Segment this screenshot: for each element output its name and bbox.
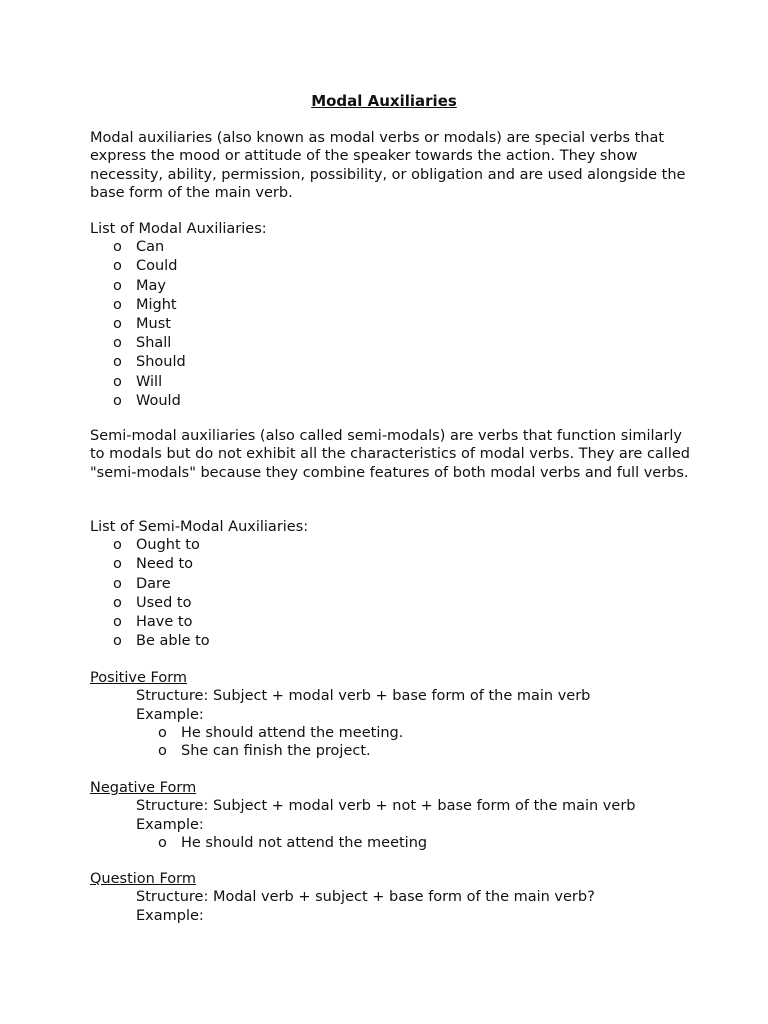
bullet: o [113, 373, 122, 390]
positive-structure: Structure: Subject + modal verb + base form of the main verb [136, 688, 591, 705]
list-item-label: Might [136, 296, 177, 313]
intro-paragraph: Modal auxiliaries (also known as modal verbs or modals) are special verbs that express the mood or attitude of the speaker towards the action. They show necessity, ability, permission, possibility, or obligation and are used alongside the base form of the main verb. [90, 130, 686, 201]
example-text: He should attend the meeting. [181, 724, 404, 741]
modal-list-heading: List of Modal Auxiliaries: [90, 221, 267, 237]
bullet: o [158, 834, 167, 851]
list-item-label: Would [136, 392, 181, 409]
positive-example-label: Example: [136, 706, 204, 723]
bullet: o [113, 392, 122, 409]
list-item [90, 632, 710, 651]
negative-example-list [90, 834, 710, 853]
bullet: o [113, 296, 122, 313]
list-item [90, 353, 710, 372]
list-item [90, 613, 710, 632]
list-item [90, 555, 710, 574]
bullet: o [113, 277, 122, 294]
semi-modal-list-section [90, 518, 710, 651]
semi-modal-paragraph: Semi-modal auxiliaries (also called semi-modals) are verbs that function similarly to modals but do not exhibit all the characteristics of modal verbs. They are called "semi-modals" because they combine features of both modal verbs and full verbs. [90, 428, 690, 481]
list-item-label: Should [136, 354, 186, 371]
list-item-label: Dare [136, 575, 171, 592]
list-item-label: Need to [136, 556, 194, 573]
list-item-label: Ought to [136, 537, 200, 554]
list-item-label: Have to [136, 614, 193, 631]
list-item-label: Could [136, 258, 178, 275]
bullet: o [158, 724, 167, 741]
list-item-label: Used to [136, 594, 192, 611]
bullet: o [113, 594, 122, 611]
page-title: Modal Auxiliaries [311, 92, 457, 110]
list-item [90, 238, 710, 257]
list-item-label: Shall [136, 335, 172, 352]
negative-form-heading: Negative Form [90, 780, 197, 796]
list-item [90, 392, 710, 411]
bullet: o [113, 575, 122, 592]
list-item-label: May [136, 277, 166, 294]
question-structure: Structure: Modal verb + subject + base form of the main verb? [136, 889, 595, 906]
question-form-section [90, 870, 710, 925]
list-item [90, 257, 710, 276]
positive-example-list [90, 724, 710, 761]
bullet: o [113, 614, 122, 631]
list-item [90, 575, 710, 594]
bullet: o [113, 537, 122, 554]
semi-modal-list-heading: List of Semi-Modal Auxiliaries: [90, 519, 309, 535]
negative-example-label: Example: [136, 816, 204, 833]
list-item-label: Can [136, 239, 165, 256]
list-item [90, 536, 710, 555]
question-form-heading: Question Form [90, 871, 196, 887]
list-item [90, 277, 710, 296]
negative-form-section [90, 779, 710, 852]
bullet: o [113, 354, 122, 371]
example-text: She can finish the project. [181, 743, 371, 760]
example-text: He should not attend the meeting [181, 834, 428, 851]
question-example-label: Example: [136, 907, 204, 924]
list-item [90, 315, 710, 334]
semi-modal-list [90, 536, 710, 651]
bullet: o [113, 258, 122, 275]
bullet: o [113, 335, 122, 352]
list-item-label: Must [136, 316, 171, 333]
list-item [90, 296, 710, 315]
list-item [90, 334, 710, 353]
list-item-label: Will [136, 373, 163, 390]
positive-form-heading: Positive Form [90, 670, 188, 686]
bullet: o [113, 316, 122, 333]
positive-form-section [90, 669, 710, 761]
bullet: o [113, 633, 122, 650]
list-item [90, 724, 710, 743]
bullet: o [158, 743, 167, 760]
list-item-label: Be able to [136, 633, 210, 650]
bullet: o [113, 239, 122, 256]
list-item [90, 594, 710, 613]
modal-list [90, 238, 710, 411]
modal-list-section [90, 220, 710, 411]
negative-structure: Structure: Subject + modal verb + not + base form of the main verb [136, 798, 636, 815]
bullet: o [113, 556, 122, 573]
list-item [90, 834, 710, 853]
list-item [90, 373, 710, 392]
list-item [90, 742, 710, 761]
